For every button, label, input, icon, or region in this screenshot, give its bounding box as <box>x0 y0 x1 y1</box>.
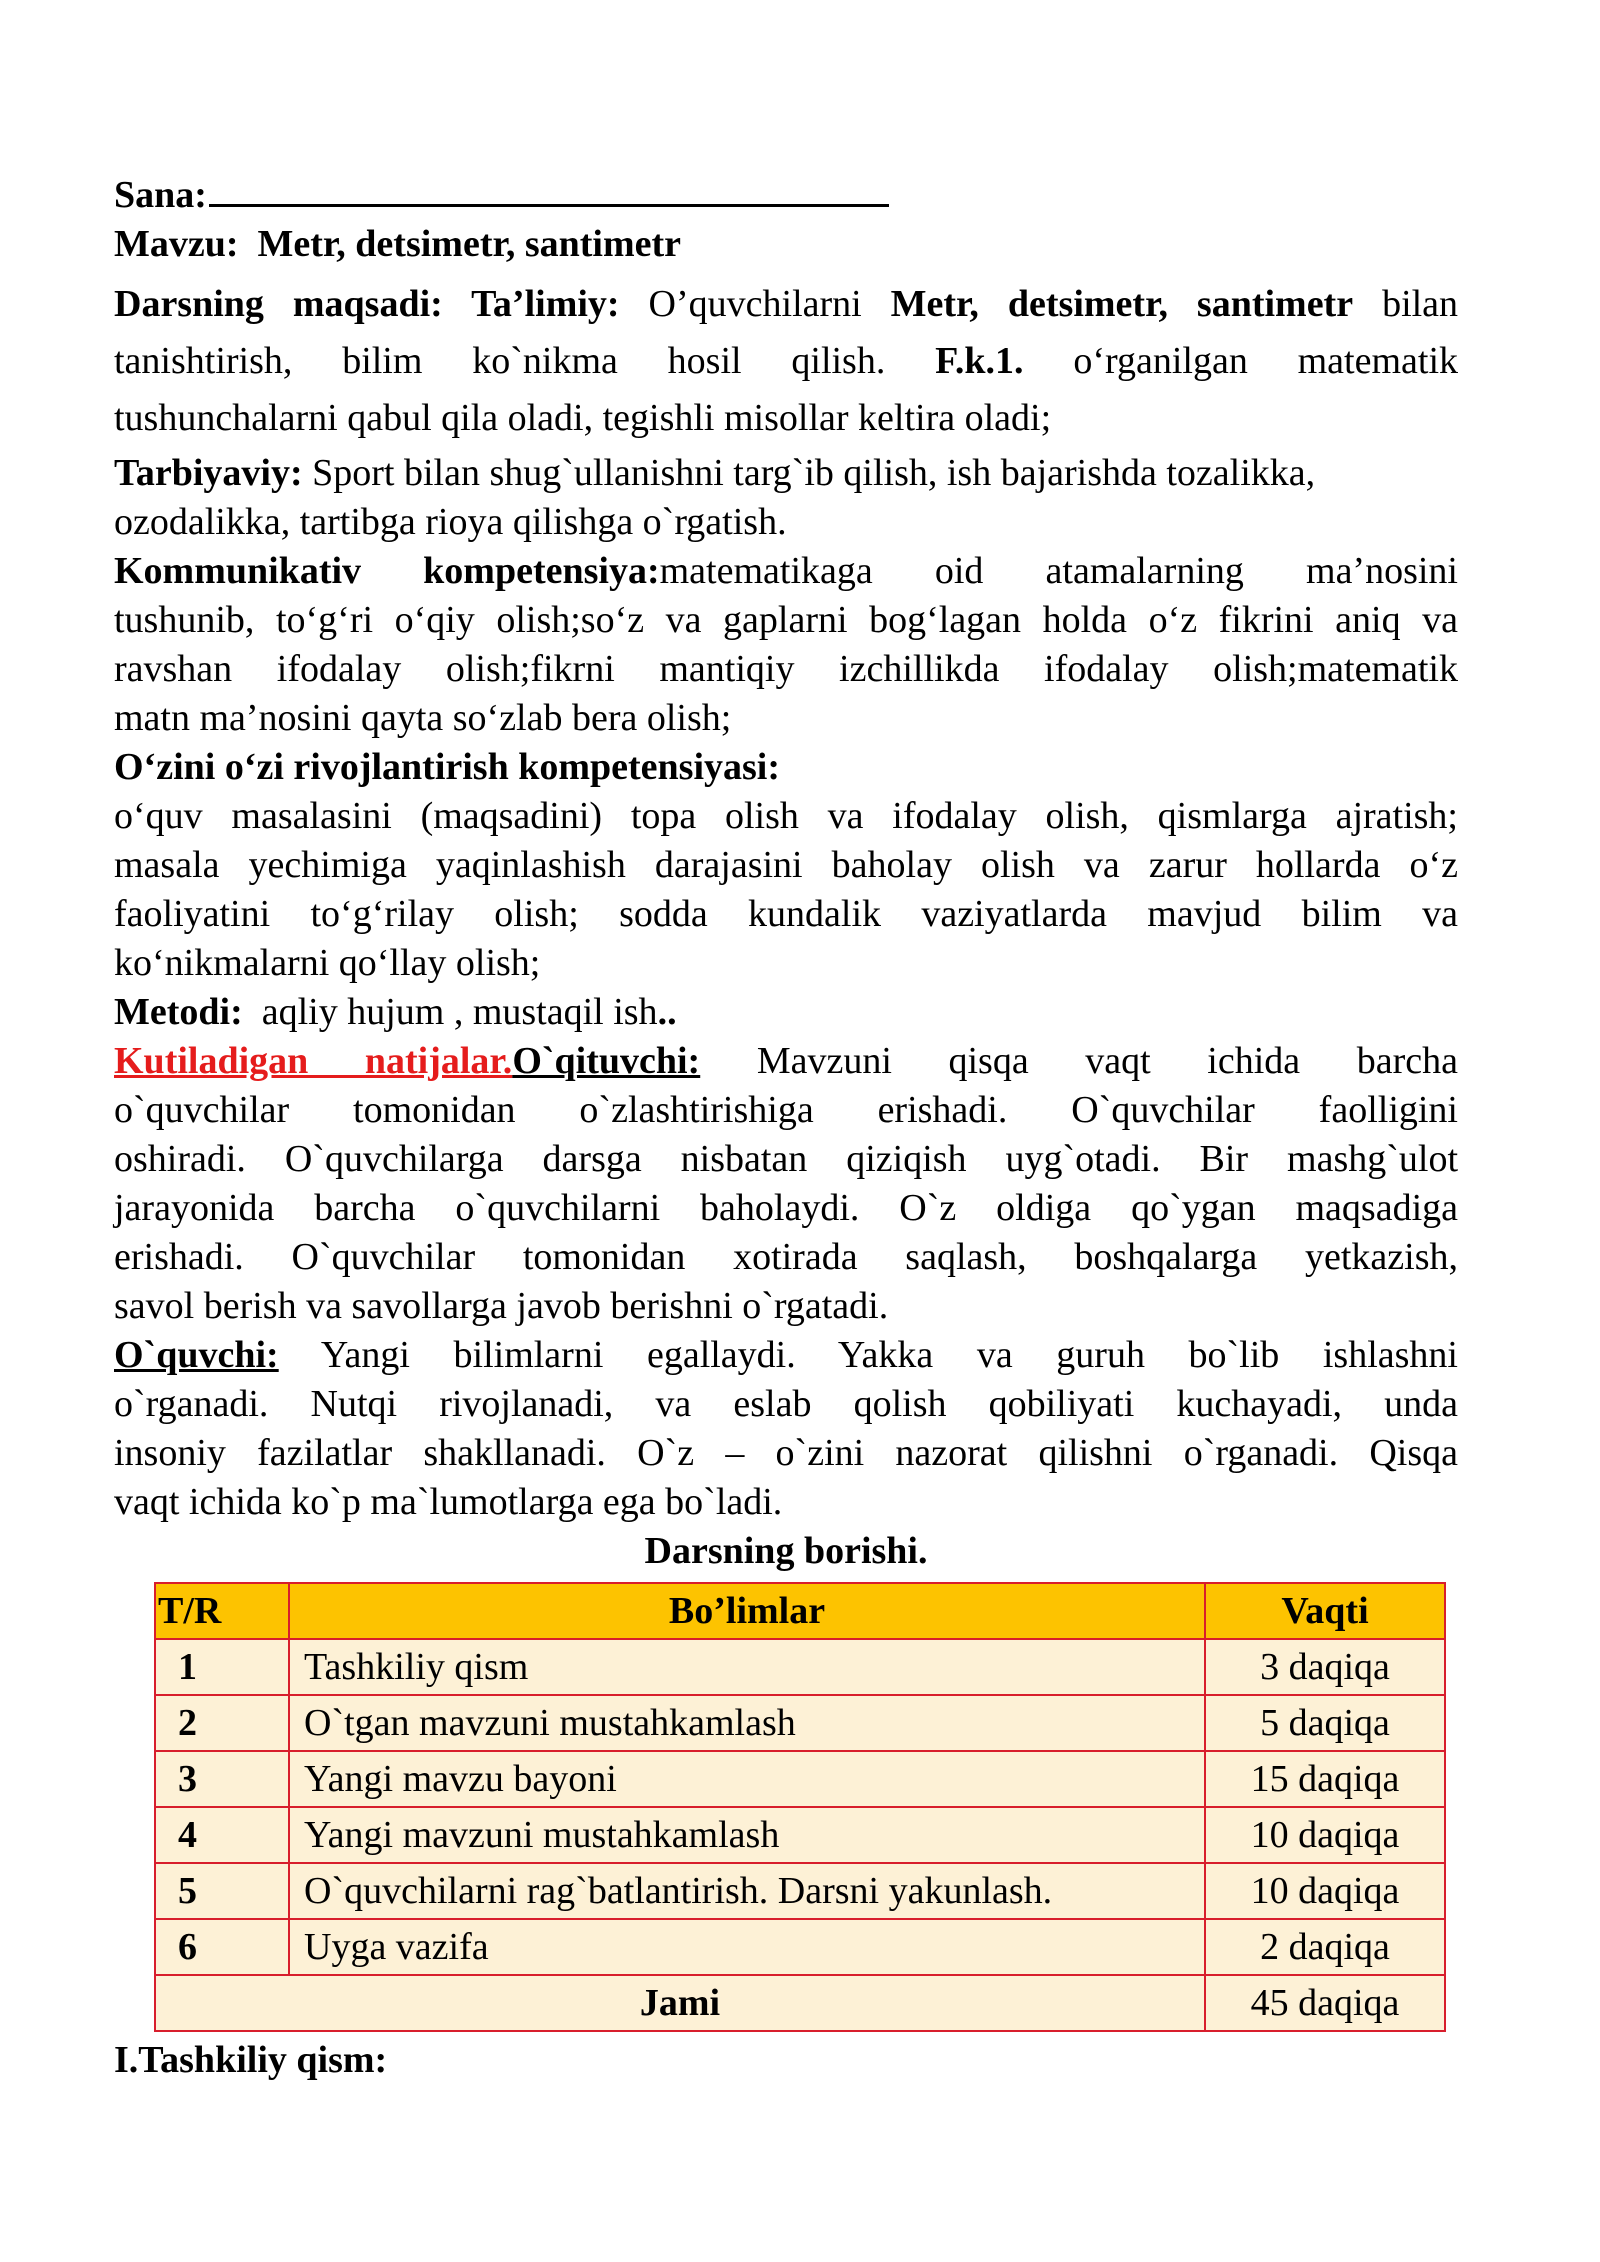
results-line-1 <box>114 1037 1458 1086</box>
goal-label: Darsning maqsadi: Ta’limiy: <box>114 283 620 325</box>
row-time: 10 daqiqa <box>1205 1863 1445 1919</box>
lesson-flow-title: Darsning borishi. <box>644 1530 928 1572</box>
self-development-line-3: faoliyatini to‘g‘rilay olish; sodda kundalik vaziyatlarda mavjud bilim va <box>114 893 1458 935</box>
communicative-line-2: tushunib, to‘g‘ri o‘qiy olish;so‘z va gaplarni bog‘lagan holda o‘z fikrini aniq va <box>114 599 1458 641</box>
results-text: Mavzuni qisqa vaqt ichida barcha <box>756 1040 1458 1082</box>
row-time: 15 daqiqa <box>1205 1751 1445 1807</box>
lesson-plan-page <box>114 168 1458 2085</box>
row-section: Tashkiliy qism <box>289 1639 1205 1695</box>
table-row <box>155 1919 1445 1975</box>
results-line-6: savol berish va savollarga javob berishni o`rgatadi. <box>114 1285 889 1327</box>
self-development-line-4: ko‘nikmalarni qo‘llay olish; <box>114 942 541 984</box>
self-development-line-2: masala yechimiga yaqinlashish darajasini baholay olish va zarur hollarda o‘z <box>114 844 1458 886</box>
table-header-row <box>155 1583 1445 1639</box>
results-line-3: oshiradi. O`quvchilarga darsga nisbatan qiziqish uyg`otadi. Bir mashg`ulot <box>114 1138 1458 1180</box>
results-section <box>114 1037 1458 1331</box>
row-number: 5 <box>155 1863 289 1919</box>
student-text: Yangi bilimlarni egallaydi. Yakka va guruh bo`lib ishlashni <box>320 1334 1458 1376</box>
goal-topic: Metr, detsimetr, santimetr <box>890 283 1354 325</box>
communicative-line-3: ravshan ifodalay olish;fikrni mantiqiy izchillikda ifodalay olish;matematik <box>114 648 1458 690</box>
student-line-4: vaqt ichida ko`p ma`lumotlarga ega bo`ladi. <box>114 1481 783 1523</box>
row-section: O`quvchilarni rag`batlantirish. Darsni yakunlash. <box>289 1863 1205 1919</box>
topic-label: Mavzu: <box>114 223 239 265</box>
table-row <box>155 1751 1445 1807</box>
row-time: 5 daqiqa <box>1205 1695 1445 1751</box>
row-time: 3 daqiqa <box>1205 1639 1445 1695</box>
self-development-heading: O‘zini o‘zi rivojlantirish kompetensiyasi: <box>114 746 781 788</box>
upbringing-text: Sport bilan shug`ullanishni targ`ib qilish, ish bajarishda tozalikka, <box>312 452 1316 494</box>
self-development-label <box>114 743 1458 792</box>
self-development-section <box>114 743 1458 988</box>
communicative-line-1 <box>114 547 1458 596</box>
row-number: 1 <box>155 1639 289 1695</box>
row-section: Yangi mavzu bayoni <box>289 1751 1205 1807</box>
column-header-sections: Bo’limlar <box>289 1583 1205 1639</box>
student-label: O`quvchi: <box>114 1334 279 1376</box>
teacher-label: O`qituvchi: <box>512 1040 701 1082</box>
goal-line-1 <box>114 276 1458 333</box>
methods-line <box>114 988 1458 1037</box>
communicative-label: Kommunikativ kompetensiya: <box>114 550 660 592</box>
total-time: 45 daqiqa <box>1205 1975 1445 2031</box>
communicative-section <box>114 547 1458 743</box>
upbringing-label: Tarbiyaviy: <box>114 452 303 494</box>
table-row <box>155 1695 1445 1751</box>
student-line-1 <box>114 1331 1458 1380</box>
row-number: 3 <box>155 1751 289 1807</box>
goal-text: O’quvchilarni <box>648 283 862 325</box>
results-line-2: o`quvchilar tomonidan o`zlashtirishiga erishadi. O`quvchilar faolligini <box>114 1089 1458 1131</box>
results-line-5: erishadi. O`quvchilar tomonidan xotirada saqlash, boshqalarga yetkazish, <box>114 1236 1458 1278</box>
total-label: Jami <box>155 1975 1205 2031</box>
upbringing-line-2: ozodalikka, tartibga rioya qilishga o`rgatish. <box>114 501 787 543</box>
date-label: Sana: <box>114 174 207 216</box>
row-number: 4 <box>155 1807 289 1863</box>
table-row <box>155 1807 1445 1863</box>
goal-text: bilan <box>1382 283 1459 325</box>
self-development-line-1: o‘quv masalasini (maqsadini) topa olish va ifodalay olish, qismlarga ajratish; <box>114 795 1458 837</box>
date-blank <box>209 168 889 207</box>
row-time: 2 daqiqa <box>1205 1919 1445 1975</box>
methods-label: Metodi: <box>114 991 243 1033</box>
row-section: Uyga vazifa <box>289 1919 1205 1975</box>
date-line <box>114 168 1458 220</box>
upbringing-line-1 <box>114 449 1458 498</box>
row-number: 2 <box>155 1695 289 1751</box>
goal-line-2 <box>114 333 1458 390</box>
row-number: 6 <box>155 1919 289 1975</box>
goal-code: F.k.1. <box>935 340 1024 382</box>
column-header-time: Vaqti <box>1205 1583 1445 1639</box>
organizational-heading-text: I.Tashkiliy qism: <box>114 2039 388 2081</box>
table-total-row <box>155 1975 1445 2031</box>
table-row <box>155 1863 1445 1919</box>
expected-results-label: Kutiladigan natijalar. <box>114 1040 513 1082</box>
lesson-flow-table <box>154 1582 1446 2032</box>
row-section: Yangi mavzuni mustahkamlash <box>289 1807 1205 1863</box>
methods-value: aqliy hujum , mustaqil ish <box>261 991 658 1033</box>
goal-section <box>114 276 1458 447</box>
student-line-2: o`rganadi. Nutqi rivojlanadi, va eslab qolish qobiliyati kuchayadi, unda <box>114 1383 1458 1425</box>
communicative-line-4: matn ma’nosini qayta so‘zlab bera olish; <box>114 697 732 739</box>
communicative-text: matematikaga oid atamalarning ma’nosini <box>659 550 1458 592</box>
table-row <box>155 1639 1445 1695</box>
goal-line-3: tushunchalarni qabul qila oladi, tegishli misollar keltira oladi; <box>114 397 1052 439</box>
results-line-4: jarayonida barcha o`quvchilarni baholaydi. O`z oldiga qo`ygan maqsadiga <box>114 1187 1458 1229</box>
upbringing-section <box>114 449 1458 547</box>
student-section <box>114 1331 1458 1527</box>
column-header-number: T/R <box>155 1583 289 1639</box>
student-line-3: insoniy fazilatlar shakllanadi. O`z – o`zini nazorat qilishni o`rganadi. Qisqa <box>114 1432 1458 1474</box>
methods-tail: .. <box>657 991 677 1033</box>
row-section: O`tgan mavzuni mustahkamlash <box>289 1695 1205 1751</box>
topic-value: Metr, detsimetr, santimetr <box>257 223 682 265</box>
organizational-heading <box>114 2036 1458 2085</box>
topic-line <box>114 220 1458 276</box>
row-time: 10 daqiqa <box>1205 1807 1445 1863</box>
goal-text: tanishtirish, bilim ko`nikma hosil qilish. <box>114 340 886 382</box>
goal-text: o‘rganilgan matematik <box>1073 340 1459 382</box>
